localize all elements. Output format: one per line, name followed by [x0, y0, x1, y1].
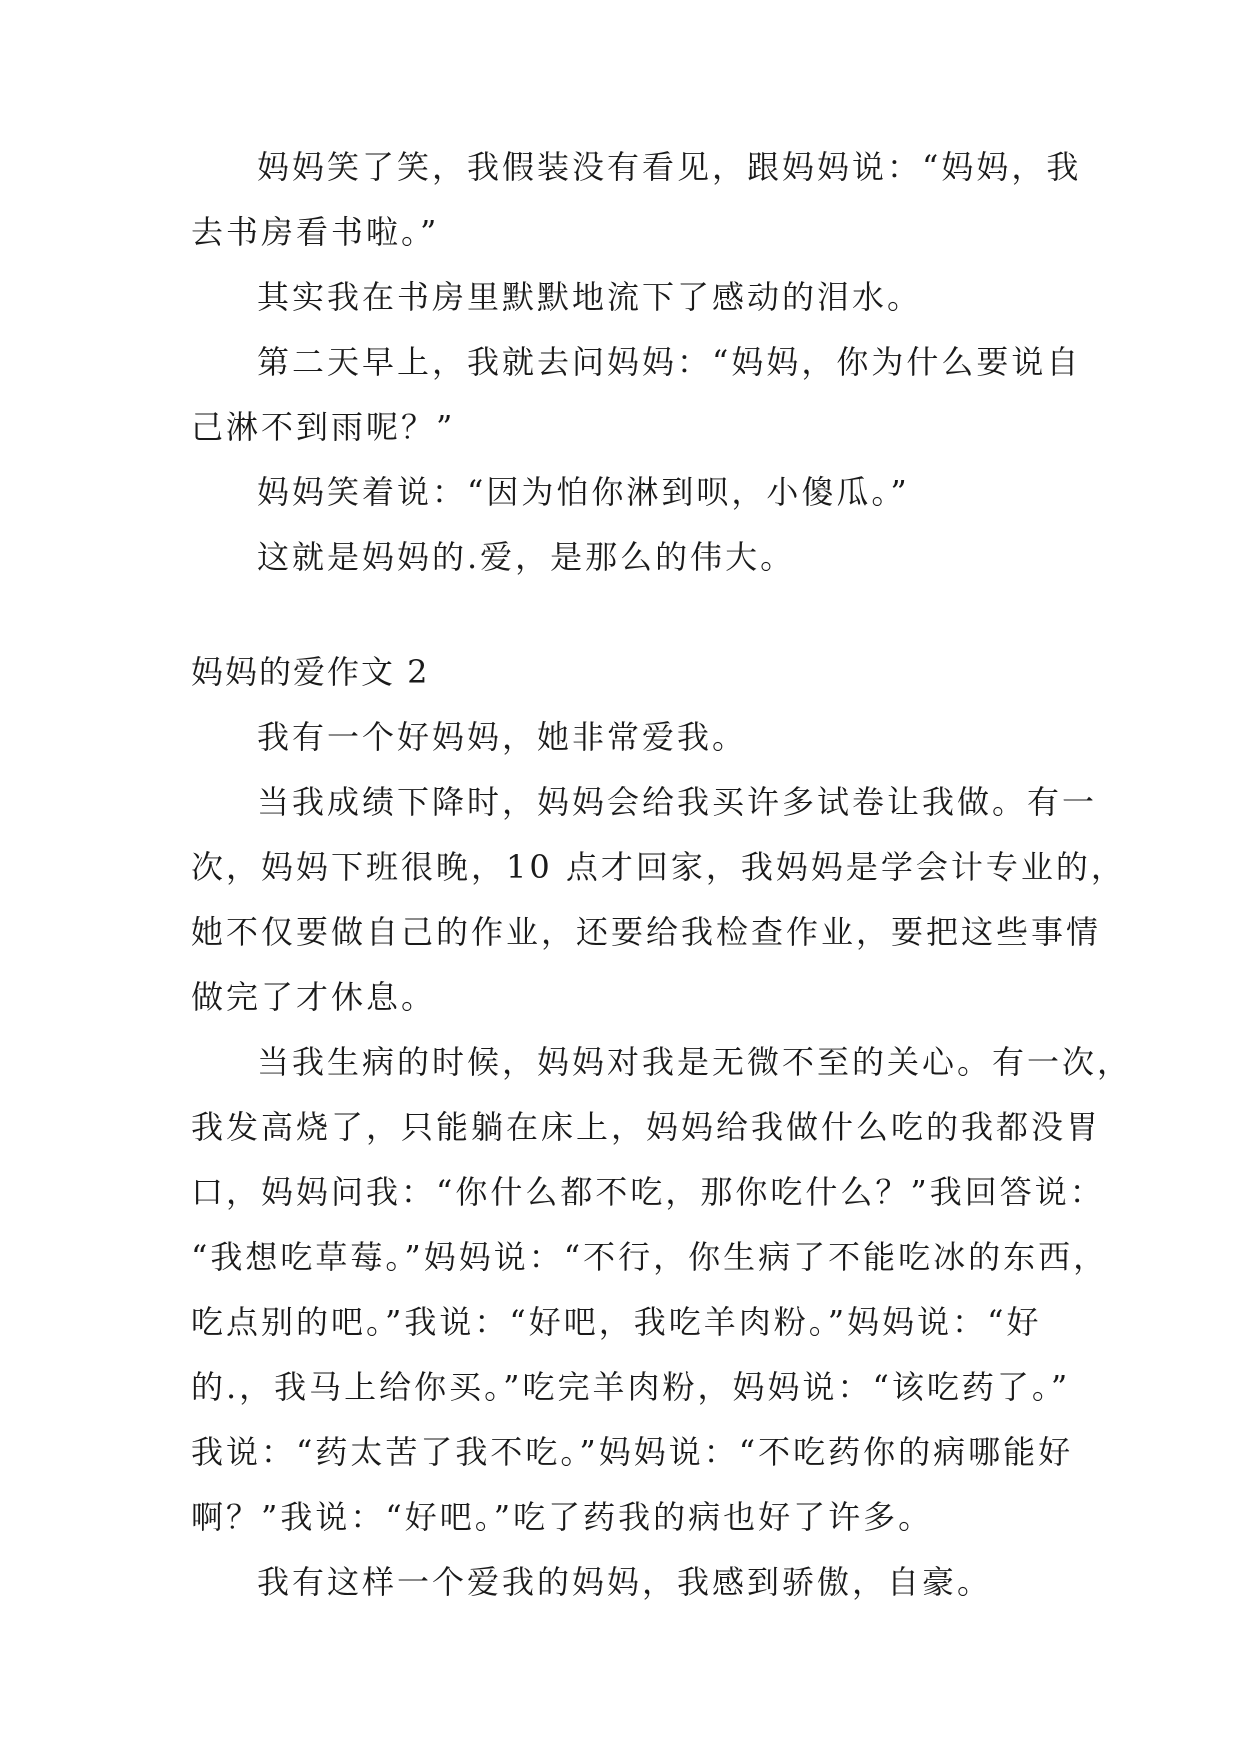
text-line: “我想吃草莓。”妈妈说：“不行，你生病了不能吃冰的东西，	[191, 1238, 1109, 1276]
text-line: 其实我在书房里默默地流下了感动的泪水。	[257, 278, 923, 316]
paragraph-3	[191, 330, 1081, 460]
paragraph-6	[191, 705, 747, 770]
text-line: 己淋不到雨呢？”	[191, 408, 456, 446]
text-line: 当我生病的时候，妈妈对我是无微不至的关心。有一次，	[257, 1043, 1133, 1081]
text-line: 我发高烧了，只能躺在床上，妈妈给我做什么吃的我都没胃	[191, 1108, 1102, 1146]
text-line: 我有这样一个爱我的妈妈，我感到骄傲，自豪。	[257, 1563, 993, 1601]
text-line: 这就是妈妈的.爱，是那么的伟大。	[257, 538, 796, 576]
paragraph-8	[191, 1030, 1132, 1550]
text-line: 妈妈笑了笑，我假装没有看见，跟妈妈说：“妈妈，我	[257, 148, 1082, 186]
text-line: 吃点别的吧。”我说：“好吧，我吃羊肉粉。”妈妈说：“好	[191, 1303, 1042, 1341]
paragraph-4	[191, 460, 910, 525]
paragraph-5	[191, 525, 795, 590]
text-line: 次，妈妈下班很晚，10 点才回家，我妈妈是学会计专业的，	[191, 848, 1126, 886]
text-line: 她不仅要做自己的作业，还要给我检查作业，要把这些事情	[191, 913, 1102, 951]
text-line: 去书房看书啦。”	[191, 213, 440, 251]
text-line: 啊？”我说：“好吧。”吃了药我的病也好了许多。	[191, 1498, 934, 1536]
paragraph-1	[191, 135, 1081, 265]
paragraph-7	[191, 770, 1126, 1030]
section-title: 妈妈的爱作文 2	[191, 653, 430, 691]
document-page	[191, 0, 1133, 1754]
text-line: 我有一个好妈妈，她非常爱我。	[257, 718, 748, 756]
paragraph-2	[191, 265, 922, 330]
paragraph-9	[191, 1550, 992, 1615]
text-line: 的.，我马上给你买。”吃完羊肉粉，妈妈说：“该吃药了。”	[191, 1368, 1071, 1406]
text-line: 做完了才休息。	[191, 978, 437, 1016]
text-line: 第二天早上，我就去问妈妈：“妈妈，你为什么要说自	[257, 343, 1082, 381]
text-line: 妈妈笑着说：“因为怕你淋到呗，小傻瓜。”	[257, 473, 910, 511]
text-line: 当我成绩下降时，妈妈会给我买许多试卷让我做。有一	[257, 783, 1098, 821]
text-line: 口，妈妈问我：“你什么都不吃，那你吃什么？”我回答说：	[191, 1173, 1105, 1211]
text-line: 我说：“药太苦了我不吃。”妈妈说：“不吃药你的病哪能好	[191, 1433, 1074, 1471]
